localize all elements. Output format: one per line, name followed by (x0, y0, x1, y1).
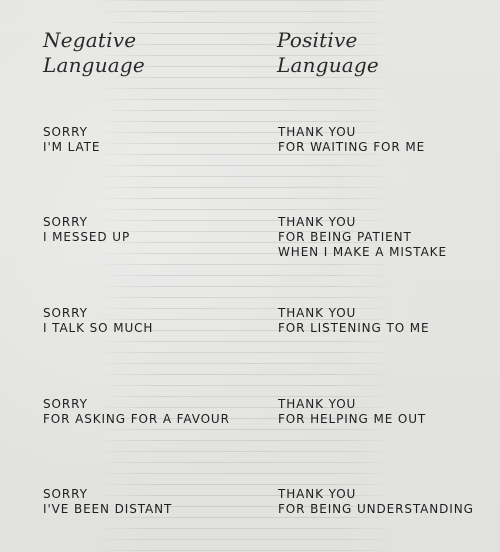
phrase-line: I MESSED UP (43, 230, 131, 244)
heading-line: Positive (277, 28, 358, 52)
negative-phrase (43, 306, 153, 336)
positive-phrase (278, 306, 430, 336)
negative-language-heading (43, 28, 145, 78)
phrase-line: SORRY (43, 306, 88, 320)
phrase-line: FOR BEING PATIENT (278, 230, 412, 244)
phrase-line: SORRY (43, 215, 88, 229)
negative-phrase (43, 125, 100, 155)
phrase-line: THANK YOU (278, 125, 357, 139)
phrase-line: FOR LISTENING TO ME (278, 321, 430, 335)
phrase-line: FOR BEING UNDERSTANDING (278, 502, 474, 516)
negative-phrase (43, 487, 172, 517)
positive-phrase (278, 397, 426, 427)
positive-language-heading (277, 28, 379, 78)
phrase-line: THANK YOU (278, 215, 357, 229)
phrase-line: I'M LATE (43, 140, 101, 154)
phrase-line: FOR WAITING FOR ME (278, 140, 426, 154)
phrase-line: I TALK SO MUCH (43, 321, 154, 335)
phrase-line: SORRY (43, 397, 88, 411)
phrase-line: SORRY (43, 125, 88, 139)
negative-phrase (43, 215, 130, 245)
phrase-line: FOR ASKING FOR A FAVOUR (43, 412, 230, 426)
paper-texture (95, 0, 395, 552)
phrase-line: THANK YOU (278, 306, 357, 320)
phrase-line: THANK YOU (278, 397, 357, 411)
phrase-line: I'VE BEEN DISTANT (43, 502, 173, 516)
phrase-line: THANK YOU (278, 487, 357, 501)
phrase-line: SORRY (43, 487, 88, 501)
positive-phrase (278, 125, 425, 155)
phrase-line: WHEN I MAKE A MISTAKE (278, 245, 447, 259)
negative-phrase (43, 397, 230, 427)
positive-phrase (278, 487, 474, 517)
heading-line: Language (43, 53, 145, 77)
positive-phrase (278, 215, 447, 260)
heading-line: Negative (43, 28, 137, 52)
phrase-line: FOR HELPING ME OUT (278, 412, 427, 426)
heading-line: Language (277, 53, 379, 77)
